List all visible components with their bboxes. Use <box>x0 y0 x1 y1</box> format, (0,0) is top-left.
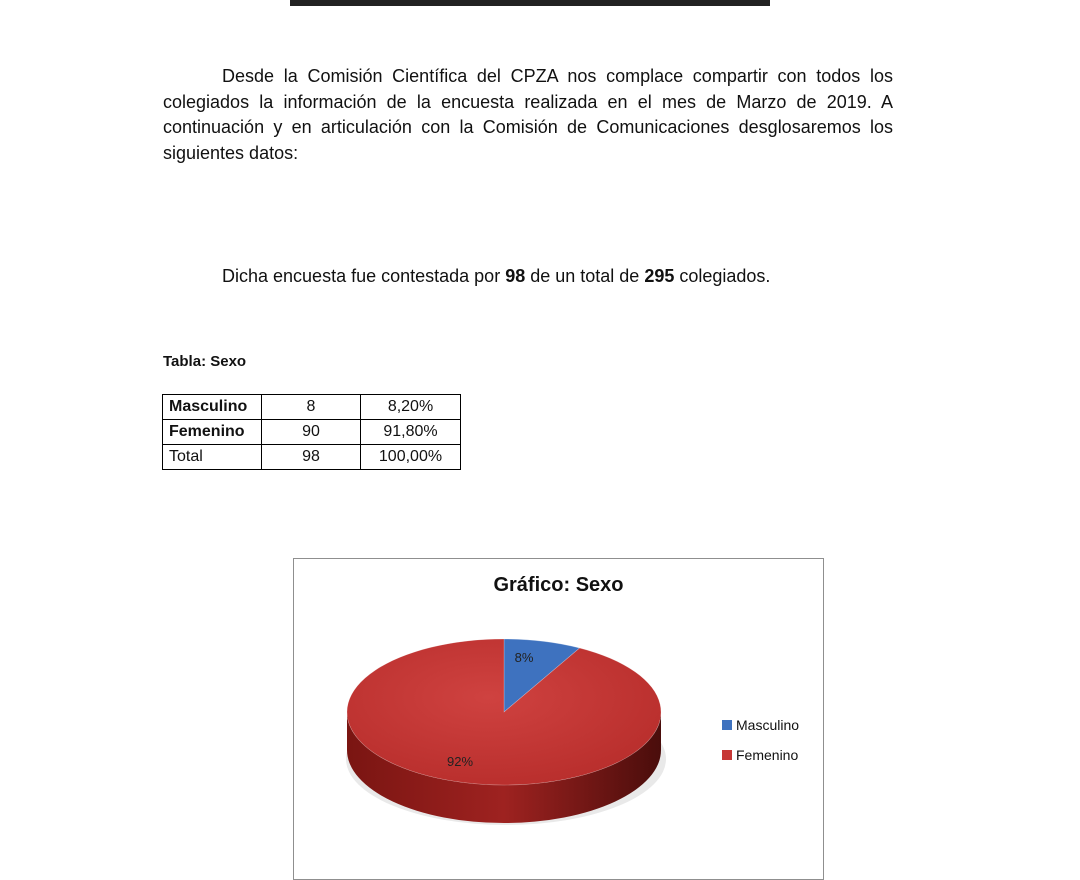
cut-off-header <box>290 0 770 6</box>
row-count: 8 <box>262 395 361 420</box>
table-row <box>163 445 461 470</box>
total-count: 295 <box>644 266 675 286</box>
legend-label: Femenino <box>736 747 799 763</box>
pie-chart <box>293 558 824 880</box>
table-caption: Tabla: Sexo <box>163 353 247 370</box>
legend-item-masculino <box>722 710 799 740</box>
legend-swatch <box>722 750 732 760</box>
legend-item-femenino <box>722 740 799 770</box>
chart-legend <box>722 710 799 770</box>
intro-paragraph: Desde la Comisión Científica del CPZA nos complace compartir con todos los colegiados la información de la encuesta realizada en el mes de Marzo de 2019. A continuación y en articulación con la Comisión de Comunicaciones desglosaremos los siguientes datos: <box>163 66 893 163</box>
summary-middle: de un total de <box>525 266 645 286</box>
pie-label-masculino: 8% <box>514 650 534 665</box>
row-label: Masculino <box>163 395 262 420</box>
row-count: 90 <box>262 420 361 445</box>
legend-swatch <box>722 720 732 730</box>
row-percent: 91,80% <box>361 420 461 445</box>
sex-table <box>162 394 461 470</box>
row-count: 98 <box>262 445 361 470</box>
row-percent: 8,20% <box>361 395 461 420</box>
legend-label: Masculino <box>736 717 800 733</box>
pie-slice-femenino <box>347 639 661 785</box>
pie-label-femenino: 92% <box>446 754 474 769</box>
summary-sentence <box>222 266 770 287</box>
summary-suffix: colegiados. <box>674 266 771 286</box>
row-percent: 100,00% <box>361 445 461 470</box>
summary-prefix: Dicha encuesta fue contestada por <box>222 266 506 286</box>
row-label: Total <box>163 445 262 470</box>
row-label: Femenino <box>163 420 262 445</box>
table-row <box>163 420 461 445</box>
chart-title: Gráfico: Sexo <box>493 574 624 596</box>
table-row <box>163 395 461 420</box>
answered-count: 98 <box>505 266 526 286</box>
